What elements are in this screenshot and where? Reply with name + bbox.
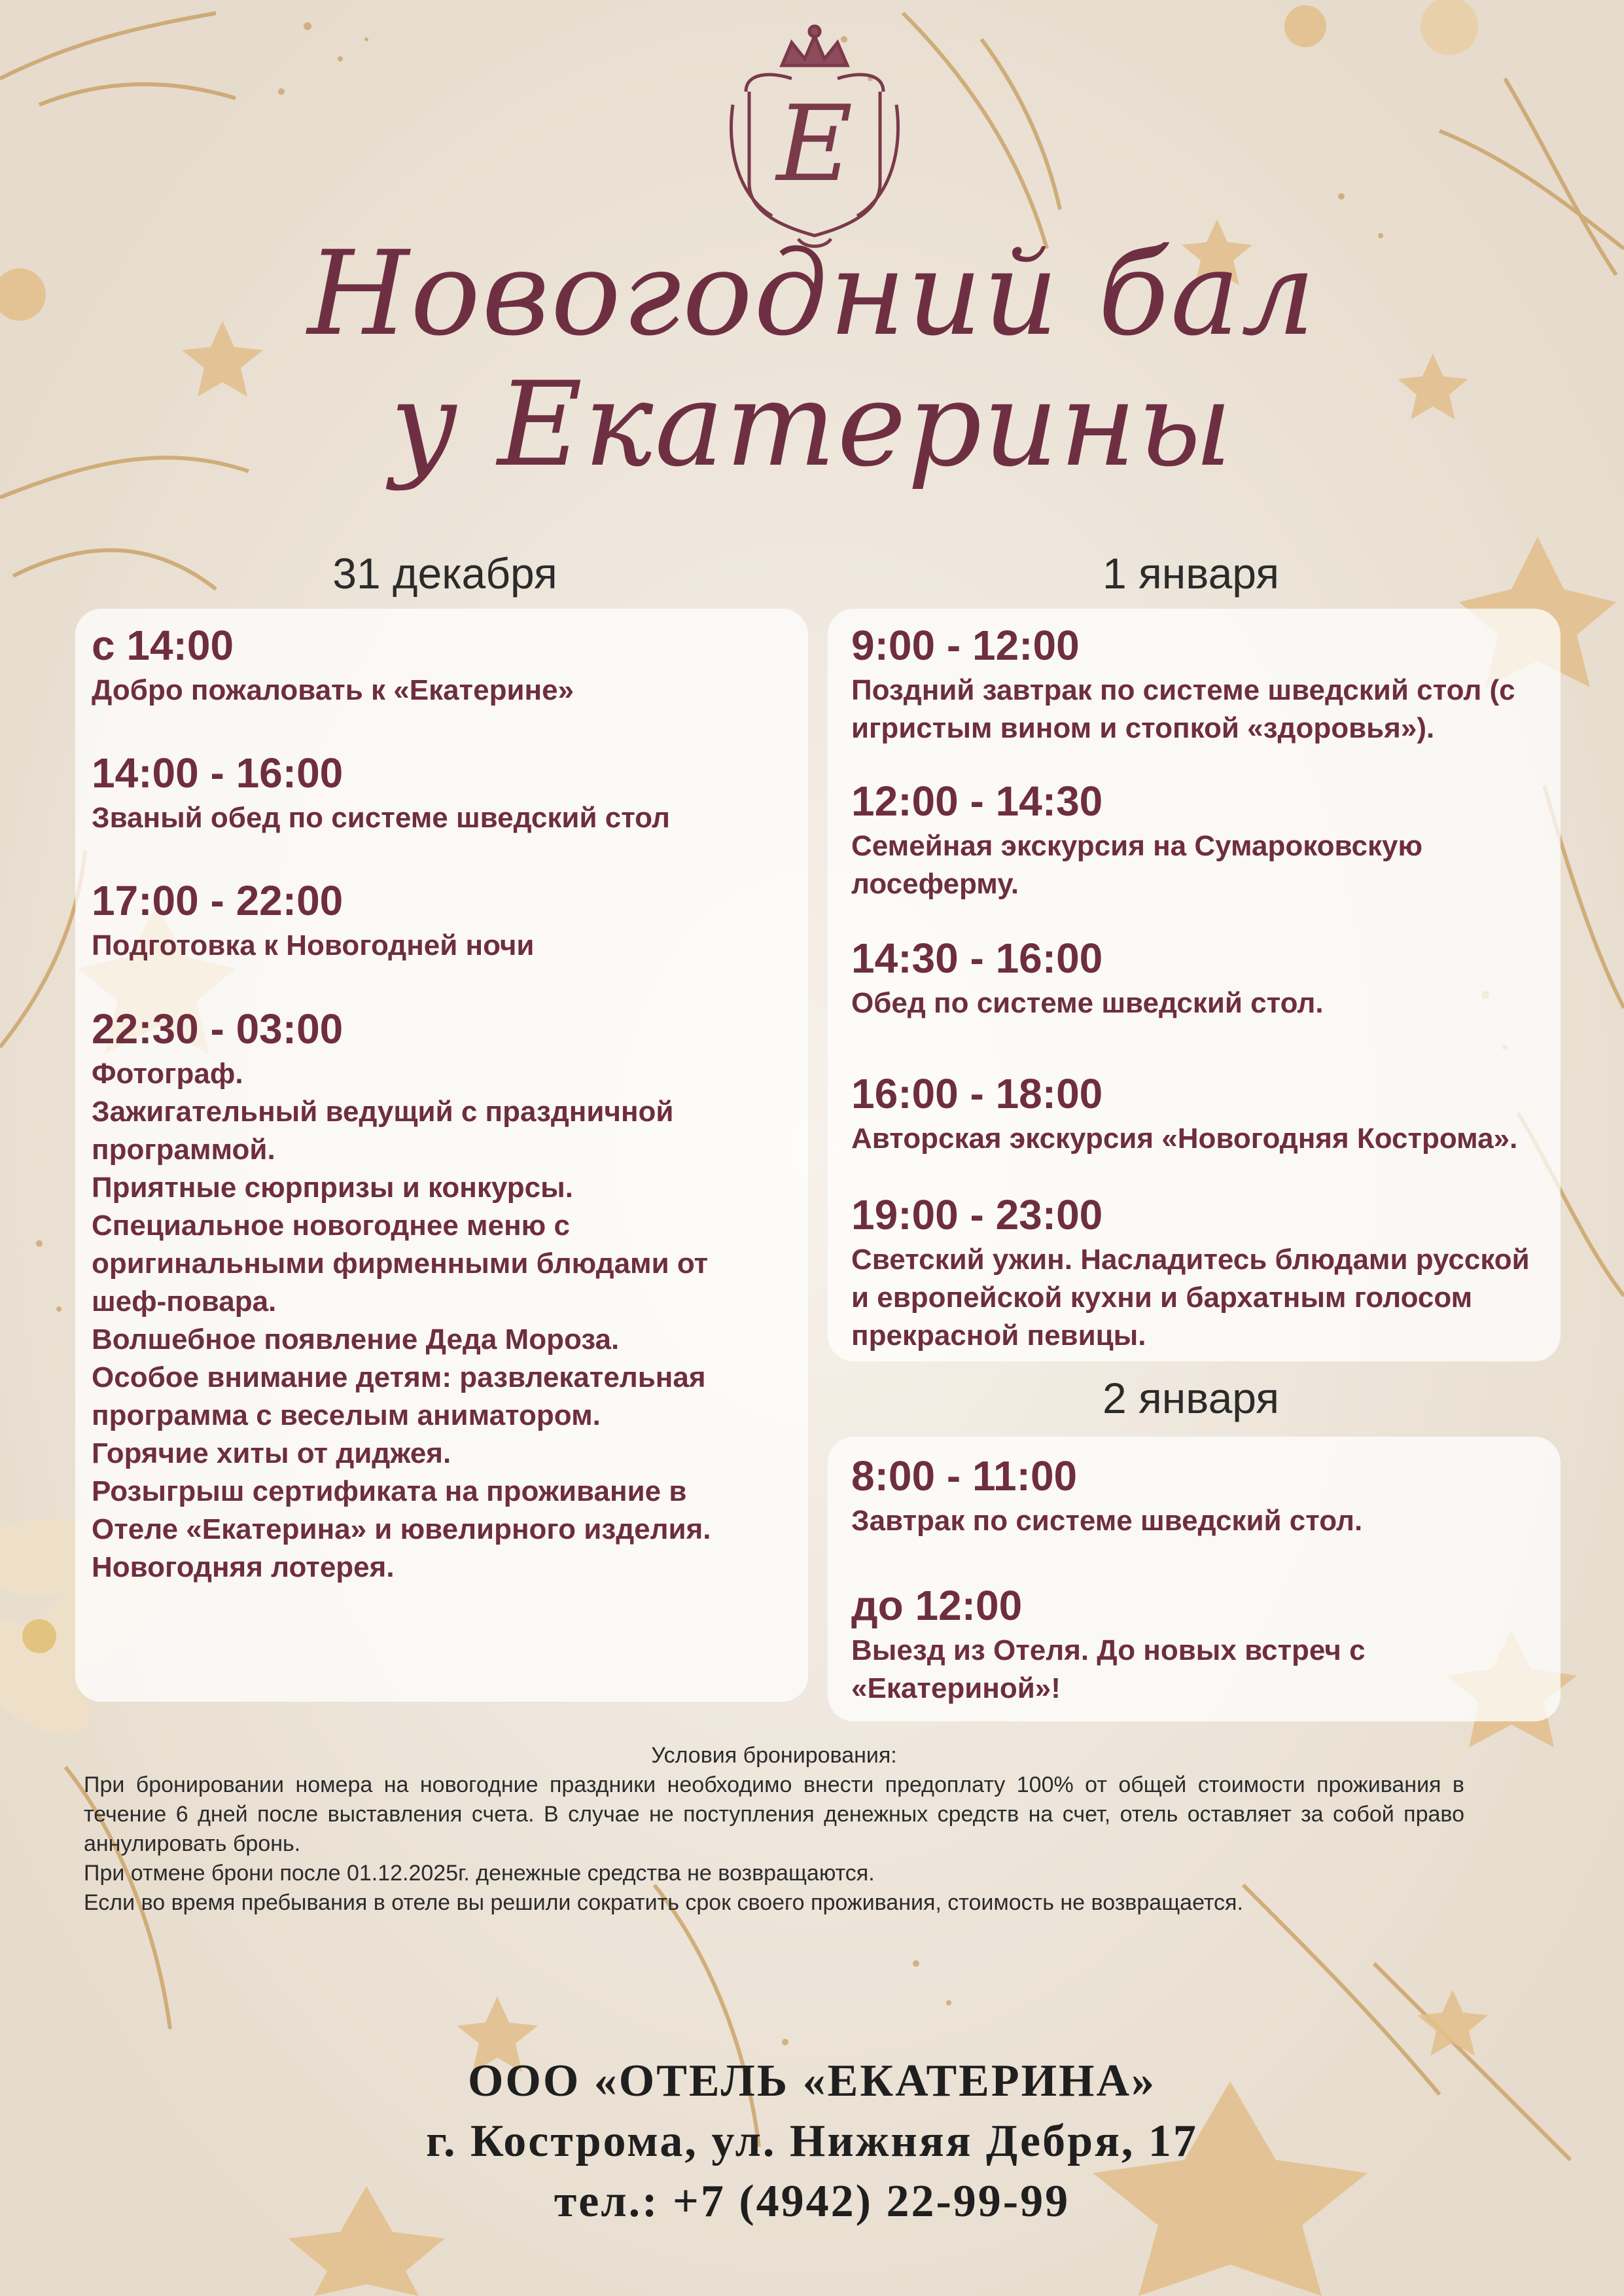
event-time: 14:00 - 16:00 (92, 749, 344, 797)
booking-terms-paragraph-3: Если во время пребывания в отеле вы решили сократить срок своего проживания, стоимость не возвращается. (84, 1890, 1243, 1915)
event-dec31-3 (92, 1005, 711, 1587)
event-jan2-0 (851, 1452, 1362, 1540)
day-label-jan2: 2 января (1103, 1374, 1279, 1422)
event-description: Добро пожаловать к «Екатерине» (92, 674, 574, 706)
booking-terms-heading: Условия бронирования: (651, 1743, 897, 1768)
page-title-line2: у Екатерины (390, 357, 1234, 492)
booking-terms-paragraph-1: При бронировании номера на новогодние праздники необходимо внести предоплату 100% от общей стоимости проживания в течение 6 дней после выставления счета. В случае не поступления денежных средств на счет, отель оставляет за собой право аннулировать бронь. (84, 1772, 1464, 1856)
event-jan1-2 (851, 935, 1324, 1022)
event-time: с 14:00 (92, 622, 234, 669)
event-jan1-0 (851, 622, 1515, 747)
day-label-dec31: 31 декабря (332, 549, 557, 598)
event-time: 19:00 - 23:00 (851, 1191, 1103, 1238)
event-dec31-1 (92, 749, 670, 837)
footer-phone: тел.: +7 (4942) 22-99-99 (554, 2176, 1070, 2227)
event-time: 9:00 - 12:00 (851, 622, 1080, 669)
event-description: Семейная экскурсия на Сумароковскую лосеферму. (851, 830, 1423, 900)
event-description: Подготовка к Новогодней ночи (92, 929, 535, 961)
event-time: 17:00 - 22:00 (92, 877, 344, 924)
event-jan1-1 (851, 778, 1422, 903)
event-description: Выезд из Отеля. До новых встреч с «Екатериной»! (851, 1634, 1366, 1704)
crown-monogram-logo (720, 20, 909, 255)
schedule-card-jan1 (828, 609, 1561, 1361)
booking-terms-paragraph-2: При отмене брони после 01.12.2025г. денежные средства не возвращаются. (84, 1861, 875, 1886)
schedule-card-dec31 (75, 609, 808, 1702)
event-jan1-3 (851, 1070, 1517, 1158)
page-title-line1: Новогодний бал (307, 226, 1317, 361)
booking-terms (84, 1741, 1464, 1918)
footer-address: г. Кострома, ул. Нижняя Дебря, 17 (426, 2116, 1198, 2166)
event-description: Завтрак по системе шведский стол. (851, 1505, 1363, 1537)
event-description: Званый обед по системе шведский стол (92, 802, 670, 834)
event-dec31-0 (92, 622, 574, 709)
event-time: 16:00 - 18:00 (851, 1070, 1103, 1117)
logo-monogram: E (776, 82, 853, 205)
event-jan1-4 (851, 1191, 1530, 1355)
schedule-card-jan2 (828, 1437, 1561, 1721)
event-time: 12:00 - 14:30 (851, 778, 1103, 825)
event-time: до 12:00 (851, 1582, 1023, 1629)
event-time: 14:30 - 16:00 (851, 935, 1103, 982)
event-time: 22:30 - 03:00 (92, 1005, 344, 1052)
event-description: Поздний завтрак по системе шведский стол (с игристым вином и стопкой «здоровья»). (851, 674, 1515, 744)
event-dec31-2 (92, 877, 534, 965)
footer-company: ООО «ОТЕЛЬ «ЕКАТЕРИНА» (467, 2056, 1157, 2106)
event-description: Авторская экскурсия «Новогодняя Кострома». (851, 1122, 1518, 1155)
event-time: 8:00 - 11:00 (851, 1452, 1078, 1499)
event-description: Светский ужин. Насладитесь блюдами русской и европейской кухни и бархатным голосом прекрасной певицы. (851, 1244, 1530, 1352)
event-description: Фотограф. Зажигательный ведущий с праздничной программой. Приятные сюрпризы и конкурсы. Специальное новогоднее меню с оригинальными фирменными блюдами от шеф-повара. Волшебное появление Деда Мороза. Особое внимание детям: развлекательная программа с веселым аниматором. Горячие хиты от диджея. Розыгрыш сертификата на проживание в Отеле «Екатерина» и ювелирного изделия. Новогодняя лотерея. (92, 1058, 711, 1583)
event-jan2-1 (851, 1582, 1366, 1708)
day-label-jan1: 1 января (1103, 549, 1279, 598)
event-description: Обед по системе шведский стол. (851, 987, 1324, 1019)
